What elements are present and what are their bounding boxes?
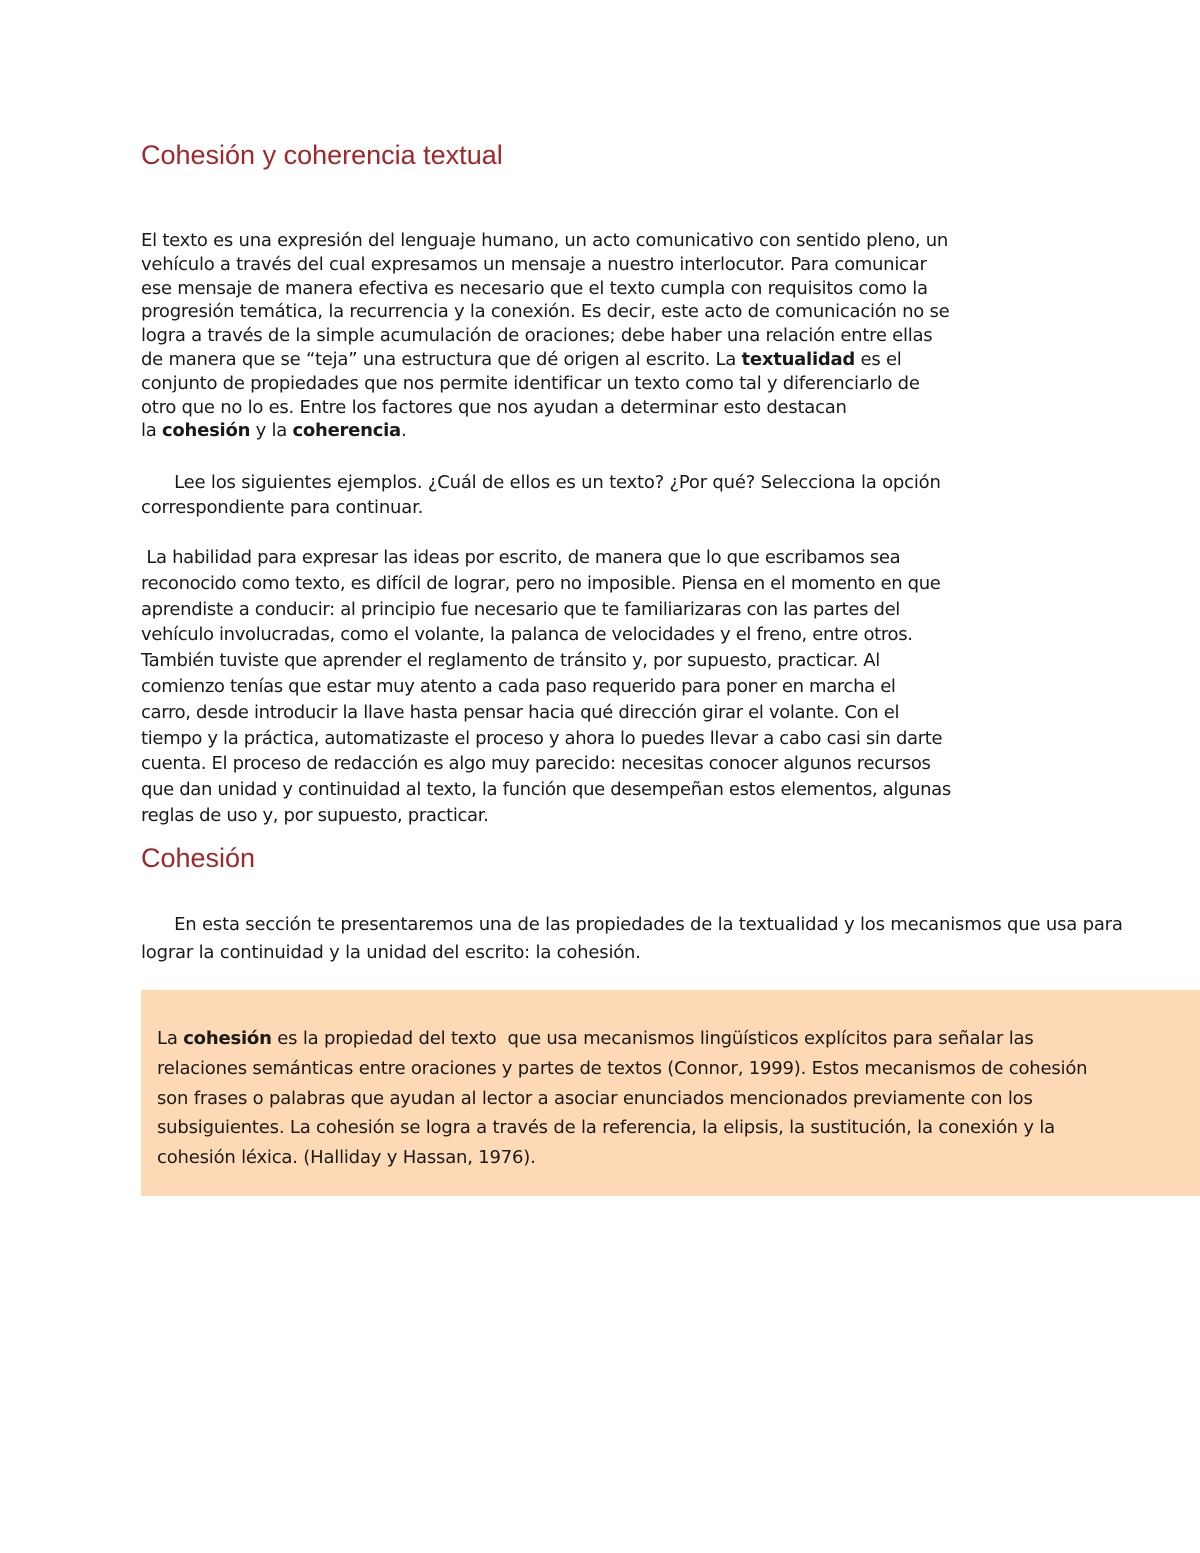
intro-line: conjunto de propiedades que nos permite identificar un texto como tal y diferenciarlo de <box>141 372 920 394</box>
cohesion-intro-paragraph <box>141 911 1123 966</box>
intro-line: El texto es una expresión del lenguaje humano, un acto comunicativo con sentido pleno, un <box>141 230 949 251</box>
analogy-line: aprendiste a conducir: al principio fue necesario que te familiarizaras con las partes del <box>141 598 900 620</box>
cohesion-intro-line: En esta sección te presentaremos una de las propiedades de la textualidad y los mecanismos que usa para <box>141 914 1123 935</box>
instruction-line: correspondiente para continuar. <box>141 496 424 518</box>
definition-line: son frases o palabras que ayudan al lector a asociar enunciados mencionados previamente con los <box>157 1087 1033 1109</box>
analogy-paragraph <box>141 545 951 829</box>
intro-line: progresión temática, la recurrencia y la conexión. Es decir, este acto de comunicación no se <box>141 301 950 323</box>
intro-line-text: y la <box>250 420 293 442</box>
intro-line-text: la <box>141 420 163 442</box>
analogy-line: carro, desde introducir la llave hasta pensar hacia qué dirección girar el volante. Con el <box>141 701 900 723</box>
intro-line-text: es el <box>855 348 902 370</box>
term-cohesion-definition: cohesión <box>183 1028 272 1049</box>
cohesion-intro-line: lograr la continuidad y la unidad del escrito: la cohesión. <box>141 941 641 963</box>
intro-line-text: . <box>400 420 407 442</box>
intro-line: logra a través de la simple acumulación de oraciones; debe haber una relación entre ellas <box>141 325 933 347</box>
intro-line: otro que no lo es. Entre los factores que nos ayudan a determinar esto destacan <box>141 396 847 418</box>
definition-text <box>157 1024 1087 1173</box>
intro-line-text: de manera que se “teja” una estructura que dé origen al escrito. La <box>141 348 742 370</box>
analogy-line: cuenta. El proceso de redacción es algo muy parecido: necesitas conocer algunos recursos <box>141 753 931 775</box>
term-textualidad: textualidad <box>741 348 856 370</box>
analogy-line: También tuviste que aprender el reglamento de tránsito y, por supuesto, practicar. Al <box>141 650 880 672</box>
analogy-line: comienzo tenías que estar muy atento a cada paso requerido para poner en marcha el <box>141 675 896 697</box>
section-heading-cohesion: Cohesión <box>141 843 256 873</box>
analogy-line: La habilidad para expresar las ideas por escrito, de manera que lo que escribamos sea <box>141 547 901 568</box>
analogy-line: vehículo involucradas, como el volante, la palanca de velocidades y el freno, entre otros. <box>141 624 913 646</box>
analogy-line: tiempo y la práctica, automatizaste el proceso y ahora lo puedes llevar a cabo casi sin darte <box>141 727 943 749</box>
intro-line: ese mensaje de manera efectiva es necesario que el texto cumpla con requisitos como la <box>141 277 928 299</box>
instruction-line: Lee los siguientes ejemplos. ¿Cuál de ellos es un texto? ¿Por qué? Selecciona la opción <box>141 472 941 493</box>
intro-line: vehículo a través del cual expresamos un mensaje a nuestro interlocutor. Para comunicar <box>141 253 927 275</box>
term-cohesion: cohesión <box>162 420 251 442</box>
definition-line: cohesión léxica. (Halliday y Hassan, 1976). <box>157 1147 536 1169</box>
analogy-line: reconocido como texto, es difícil de lograr, pero no imposible. Piensa en el momento en que <box>141 572 941 594</box>
term-coherencia: coherencia <box>292 420 401 442</box>
definition-line-text: La <box>157 1028 184 1049</box>
definition-line-text: es la propiedad del texto que usa mecanismos lingüísticos explícitos para señalar las <box>271 1028 1034 1049</box>
definition-line: subsiguientes. La cohesión se logra a través de la referencia, la elipsis, la sustitución, la conexión y la <box>157 1117 1055 1139</box>
definition-callout <box>141 990 1200 1196</box>
analogy-line: reglas de uso y, por supuesto, practicar. <box>141 804 489 826</box>
instruction-paragraph <box>141 471 941 520</box>
page-title: Cohesión y coherencia textual <box>141 140 503 170</box>
definition-line: relaciones semánticas entre oraciones y partes de textos (Connor, 1999). Estos mecanismos de cohesión <box>157 1057 1088 1079</box>
intro-paragraph <box>141 229 949 443</box>
analogy-line: que dan unidad y continuidad al texto, la función que desempeñan estos elementos, algunas <box>141 779 951 801</box>
